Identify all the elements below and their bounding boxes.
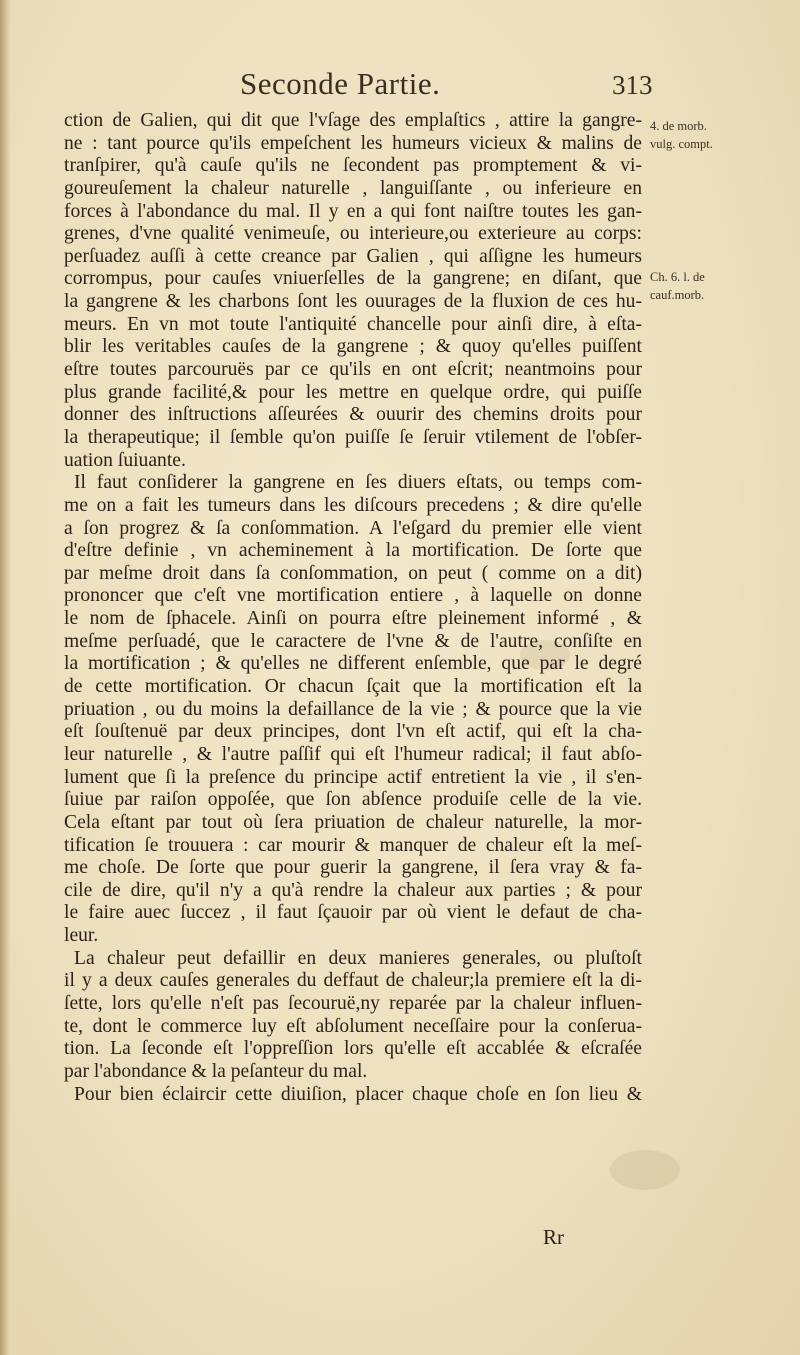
- text-line: meurs. En vn mot toute l'antiquité chancelle pour ainſi dire, à eſta-: [64, 313, 642, 335]
- text-line: blir les veritables cauſes de la gangrene ; & quoy qu'elles puiſſent: [64, 336, 642, 358]
- text-line: ction de Galien, qui dit que l'vſage des emplaſtics , attire la gangre-: [64, 110, 642, 131]
- margin-note-line: cauf.morb.: [650, 288, 705, 302]
- text-line: la gangrene & les charbons ſont les ouurages de la fluxion de ces hu-: [64, 291, 642, 313]
- text-line: goureuſement la chaleur naturelle , languiſſante , ou inferieure en: [64, 177, 642, 199]
- text-line: le nom de ſphacele. Ainſi on pourra eſtre pleinement informé , &: [64, 608, 642, 630]
- text-line: me choſe. De ſorte que pour guerir la gangrene, il ſera vray & fa-: [64, 857, 642, 879]
- margin-note-2: [650, 268, 795, 304]
- text-line: te, dont le commerce luy eſt abſolument neceſſaire pour la conſerua-: [64, 1015, 642, 1037]
- text-line: prononcer que c'eſt vne mortification entiere , à laquelle on donne: [64, 585, 642, 607]
- text-line: ſette, lors qu'elle n'eſt pas ſecouruë,ny reparée par la chaleur influen-: [64, 992, 642, 1014]
- text-line: uation ſuiuante.: [64, 449, 186, 471]
- paragraph-start-line: Pour bien éclaircir cette diuiſion, placer chaque choſe en ſon lieu &: [74, 1083, 642, 1105]
- running-title: Seconde Partie.: [240, 66, 441, 101]
- text-line: ſuiue par raiſon oppoſée, que ſon abſence produiſe celle de la vie.: [64, 789, 642, 811]
- text-line: forces à l'abondance du mal. Il y en a qui font naiſtre toutes les gan-: [64, 200, 642, 222]
- text-line: la therapeutique; il ſemble qu'on puiſſe ſe ſeruir vtilement de l'obſer-: [64, 426, 642, 448]
- text-line: leur.: [64, 925, 99, 947]
- text-line: le faire auec ſuccez , il faut ſçauoir par où vient le defaut de cha-: [64, 902, 642, 924]
- text-line: priuation , ou du moins la defaillance de la vie ; & pource que la vie: [64, 698, 642, 720]
- text-line: eſtre toutes parcouruës par ce qu'ils en ont eſcrit; neantmoins pour: [64, 359, 642, 381]
- paragraph-start-line: La chaleur peut defaillir en deux manieres generales, ou pluſtoſt: [74, 947, 642, 969]
- text-line: grenes, d'vne qualité venimeuſe, ou interieure,ou exterieure au corps:: [64, 223, 642, 245]
- page-number: 313: [612, 70, 653, 100]
- text-line: la mortification ; & qu'elles ne different enſemble, que par le degré: [64, 653, 642, 675]
- paper-stain: [610, 1150, 680, 1190]
- text-line: leur naturelle , & l'autre paſſif qui eſt l'humeur radical; il faut abſo-: [64, 743, 642, 765]
- text-line: tification ſe trouuera : car mourir & manquer de chaleur eſt la meſ-: [64, 834, 642, 856]
- text-line: par meſme droit dans ſa conſommation, on peut ( comme on a dit): [64, 562, 642, 584]
- text-line: il y a deux cauſes generales du deffaut de chaleur;la premiere eſt la di-: [64, 970, 642, 992]
- margin-note-line: 4. de morb.: [650, 119, 707, 133]
- page-header: [0, 66, 800, 110]
- margin-note-line: vulg. compt.: [650, 137, 713, 151]
- text-line: plus grande facilité,& pour les mettre en quelque ordre, qui puiſſe: [64, 381, 642, 403]
- text-line: tranſpirer, qu'à cauſe qu'ils ne ſecondent pas promptement & vi-: [64, 155, 642, 177]
- text-line: perſuadez auſſi à cette creance par Galien , qui aſſigne les humeurs: [64, 245, 642, 267]
- body-text: [64, 110, 642, 1106]
- text-line: lument que ſi la preſence du principe actif entretient la vie , il s'en-: [64, 766, 642, 788]
- text-line: a ſon progrez & ſa conſommation. A l'eſgard du premier elle vient: [64, 517, 642, 539]
- text-line: corrompus, pour cauſes vniuerſelles de la gangrene; en diſant, que: [64, 268, 642, 290]
- signature-mark: Rr: [543, 1225, 564, 1249]
- text-line: me on a fait les tumeurs dans les diſcours precedens ; & dire qu'elle: [64, 494, 642, 516]
- paragraph-start-line: Il faut conſiderer la gangrene en ſes diuers eſtats, ou temps com-: [74, 472, 642, 494]
- text-line: meſme perſuadé, que le caractere de l'vne & de l'autre, conſiſte en: [64, 630, 642, 652]
- text-line: tion. La ſeconde eſt l'oppreſſion lors qu'elle eſt accablée & eſcraſée: [64, 1038, 642, 1060]
- text-line: Cela eſtant par tout où ſera priuation de chaleur naturelle, la mor-: [64, 811, 642, 833]
- text-line: eſt ſouſtenuë par deux principes, dont l'vn eſt actif, qui eſt la cha-: [64, 721, 642, 743]
- text-line: donner des inſtructions aſſeurées & ouurir des chemins droits pour: [64, 404, 642, 426]
- text-line: de cette mortification. Or chacun ſçait que la mortification eſt la: [64, 676, 642, 698]
- text-line: cile de dire, qu'il n'y a qu'à rendre la chaleur aux parties ; & pour: [64, 879, 642, 901]
- margin-note-line: Ch. 6. l. de: [650, 270, 705, 284]
- text-line: d'eſtre definie , vn acheminement à la mortification. De ſorte que: [64, 540, 642, 562]
- text-line: ne : tant pource qu'ils empeſchent les humeurs vicieux & malins de: [64, 132, 642, 154]
- page-edge-shadow: [0, 0, 10, 1355]
- margin-note-1: [650, 117, 795, 153]
- text-line: par l'abondance & la peſanteur du mal.: [64, 1060, 368, 1082]
